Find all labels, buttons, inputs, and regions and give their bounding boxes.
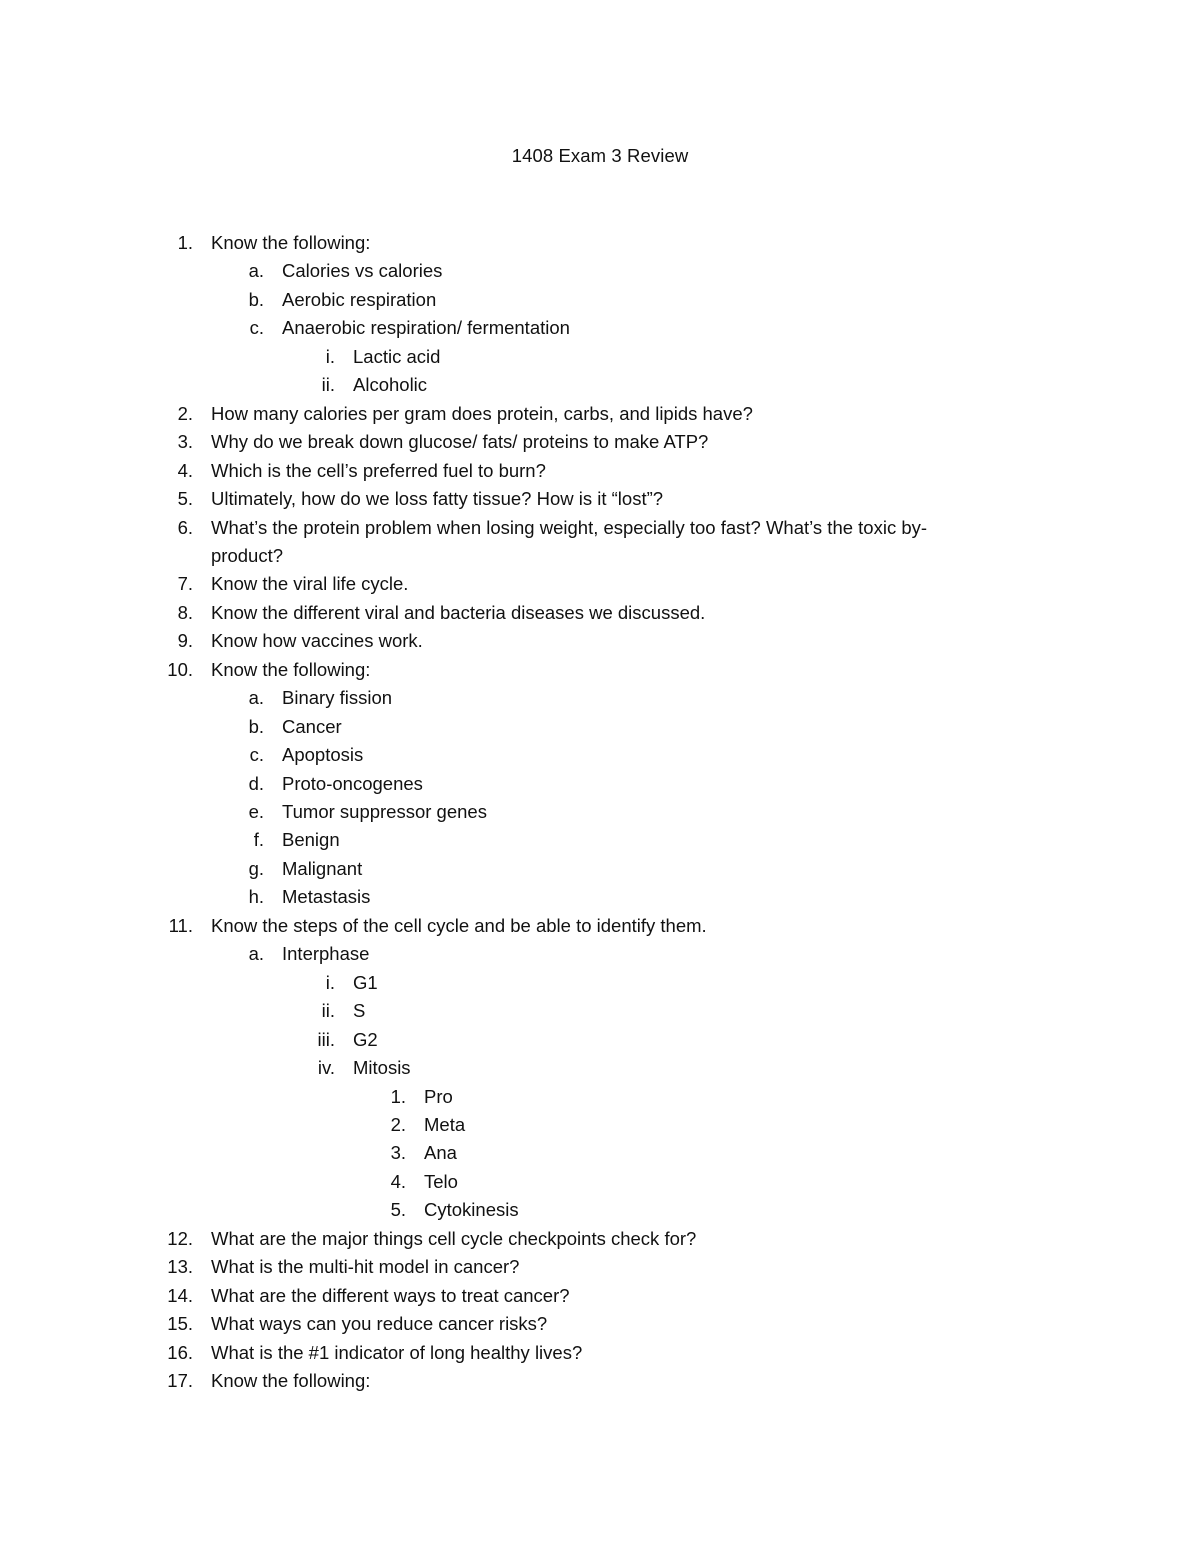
list-item xyxy=(0,658,1200,682)
list-item-marker: 1. xyxy=(177,232,193,253)
list-item-marker: 11. xyxy=(168,914,193,936)
list-item-marker: a. xyxy=(248,260,264,282)
list-item-text: Malignant xyxy=(282,857,363,879)
list-item-text: Know the viral life cycle. xyxy=(211,573,409,595)
list-item-marker: e. xyxy=(248,801,264,822)
list-item xyxy=(0,231,1200,255)
list-item-text: What’s the protein problem when losing weight, especially too fast? What’s the toxic by- xyxy=(211,516,928,538)
list-item-marker: c. xyxy=(249,744,264,766)
list-item xyxy=(0,971,1200,995)
list-item-marker: a. xyxy=(248,943,264,965)
list-item-text: Telo xyxy=(424,1170,458,1192)
list-item-marker: c. xyxy=(249,317,264,339)
list-item xyxy=(0,601,1200,625)
list-item xyxy=(0,459,1200,483)
list-item-marker: 4. xyxy=(390,1170,406,1192)
list-item-text: What are the major things cell cycle checkpoints check for? xyxy=(211,1227,697,1249)
list-item xyxy=(0,544,1200,568)
list-item-marker: 8. xyxy=(177,601,193,623)
list-item xyxy=(0,1141,1200,1165)
list-item-marker: 12. xyxy=(167,1227,193,1249)
list-item xyxy=(0,857,1200,881)
list-item-text: What are the different ways to treat cancer? xyxy=(211,1284,570,1306)
list-item xyxy=(0,1312,1200,1336)
list-item-text: G2 xyxy=(353,1028,378,1050)
list-item xyxy=(0,316,1200,340)
list-item xyxy=(0,1255,1200,1279)
list-item xyxy=(0,772,1200,796)
list-item-marker: 3. xyxy=(390,1142,406,1164)
list-item xyxy=(0,1056,1200,1080)
list-item-marker: 3. xyxy=(177,431,193,453)
list-item-text: S xyxy=(353,1000,366,1022)
list-item-marker: 7. xyxy=(177,573,193,595)
list-item xyxy=(0,1085,1200,1109)
list-item xyxy=(0,1227,1200,1251)
list-item-marker: 16. xyxy=(167,1341,193,1363)
document-title: 1408 Exam 3 Review xyxy=(511,145,689,166)
list-item-text: Proto-oncogenes xyxy=(282,772,423,794)
list-item xyxy=(0,743,1200,767)
list-item-text: Calories vs calories xyxy=(282,260,443,282)
list-item-text: Apoptosis xyxy=(282,744,364,766)
list-item-marker: 13. xyxy=(167,1256,193,1278)
list-item xyxy=(0,914,1200,938)
list-item-text: Aerobic respiration xyxy=(282,288,437,310)
list-item xyxy=(0,373,1200,397)
list-item-text: Pro xyxy=(424,1085,453,1107)
list-item-text: Meta xyxy=(424,1113,466,1135)
list-item-marker: 1. xyxy=(390,1085,406,1107)
list-item-text: Know the following: xyxy=(211,1370,371,1391)
list-item-text: Ultimately, how do we loss fatty tissue? How is it “lost”? xyxy=(211,488,664,510)
list-item xyxy=(0,259,1200,283)
list-item-text: Anaerobic respiration/ fermentation xyxy=(282,317,570,339)
list-item-text: Metastasis xyxy=(282,886,371,908)
list-item-marker: 6. xyxy=(177,516,193,538)
list-item-marker: d. xyxy=(248,772,264,794)
list-item-marker: b. xyxy=(248,288,264,310)
list-item-marker: 4. xyxy=(177,459,193,481)
list-item-text: Tumor suppressor genes xyxy=(282,801,487,822)
list-item-text: Alcoholic xyxy=(353,374,428,396)
list-item-text: Know the different viral and bacteria diseases we discussed. xyxy=(211,601,706,623)
list-item xyxy=(0,1028,1200,1052)
list-item-text: What is the multi-hit model in cancer? xyxy=(211,1256,520,1278)
list-item-text: What ways can you reduce cancer risks? xyxy=(211,1313,548,1335)
list-item-text: G1 xyxy=(353,971,378,993)
list-item-text: Cancer xyxy=(282,715,342,737)
list-item-marker: i. xyxy=(325,971,335,993)
list-item-text: Binary fission xyxy=(282,687,393,709)
list-item-marker: a. xyxy=(248,687,264,709)
list-item xyxy=(0,1284,1200,1308)
list-item xyxy=(0,1113,1200,1137)
list-item-marker: 15. xyxy=(167,1313,193,1335)
list-item xyxy=(0,999,1200,1023)
list-item xyxy=(0,402,1200,426)
list-item-marker: 14. xyxy=(167,1284,193,1306)
list-item-marker: 5. xyxy=(390,1199,406,1221)
list-item-text: Know the following: xyxy=(211,658,371,680)
list-item-marker: 5. xyxy=(177,488,193,510)
list-item-marker: f. xyxy=(253,829,264,851)
list-item-text: Know the steps of the cell cycle and be able to identify them. xyxy=(211,914,707,936)
list-item-marker: iii. xyxy=(317,1028,335,1050)
list-item-text: product? xyxy=(211,545,283,566)
list-item-marker: 2. xyxy=(177,402,193,424)
list-item-marker: g. xyxy=(248,857,264,879)
list-item-text: Interphase xyxy=(282,943,370,965)
list-item xyxy=(0,1198,1200,1222)
list-item xyxy=(0,686,1200,710)
list-item-text: Mitosis xyxy=(353,1057,411,1078)
list-item xyxy=(0,828,1200,852)
list-item-text: Ana xyxy=(424,1142,457,1164)
list-item-marker: ii. xyxy=(321,374,335,396)
list-item-marker: 17. xyxy=(167,1370,193,1391)
list-item xyxy=(0,1341,1200,1365)
list-item-marker: 10. xyxy=(167,658,193,680)
list-item-text: Know the following: xyxy=(211,232,371,253)
list-item-marker: b. xyxy=(248,715,264,737)
list-item xyxy=(0,487,1200,511)
list-item-text: Know how vaccines work. xyxy=(211,630,423,652)
list-item xyxy=(0,1369,1200,1393)
list-item xyxy=(0,715,1200,739)
list-item xyxy=(0,516,1200,540)
list-item-marker: i. xyxy=(325,345,335,367)
list-item-text: Benign xyxy=(282,829,340,851)
list-item xyxy=(0,800,1200,824)
list-item xyxy=(0,629,1200,653)
list-item-text: Why do we break down glucose/ fats/ proteins to make ATP? xyxy=(211,431,709,453)
list-item-marker: 2. xyxy=(390,1113,406,1135)
list-item-marker: h. xyxy=(248,886,264,908)
list-item-text: Cytokinesis xyxy=(424,1199,519,1221)
list-item-marker: 9. xyxy=(177,630,193,652)
list-item-text: Which is the cell’s preferred fuel to burn? xyxy=(211,459,546,481)
list-item-text: How many calories per gram does protein, carbs, and lipids have? xyxy=(211,402,753,424)
list-item xyxy=(0,942,1200,966)
list-item-text: What is the #1 indicator of long healthy lives? xyxy=(211,1341,583,1363)
list-item-marker: iv. xyxy=(317,1057,335,1078)
list-item xyxy=(0,430,1200,454)
list-item xyxy=(0,1170,1200,1194)
list-item xyxy=(0,572,1200,596)
list-item xyxy=(0,885,1200,909)
list-item xyxy=(0,345,1200,369)
list-item xyxy=(0,288,1200,312)
list-item-marker: ii. xyxy=(321,1000,335,1022)
list-item-text: Lactic acid xyxy=(353,345,441,367)
